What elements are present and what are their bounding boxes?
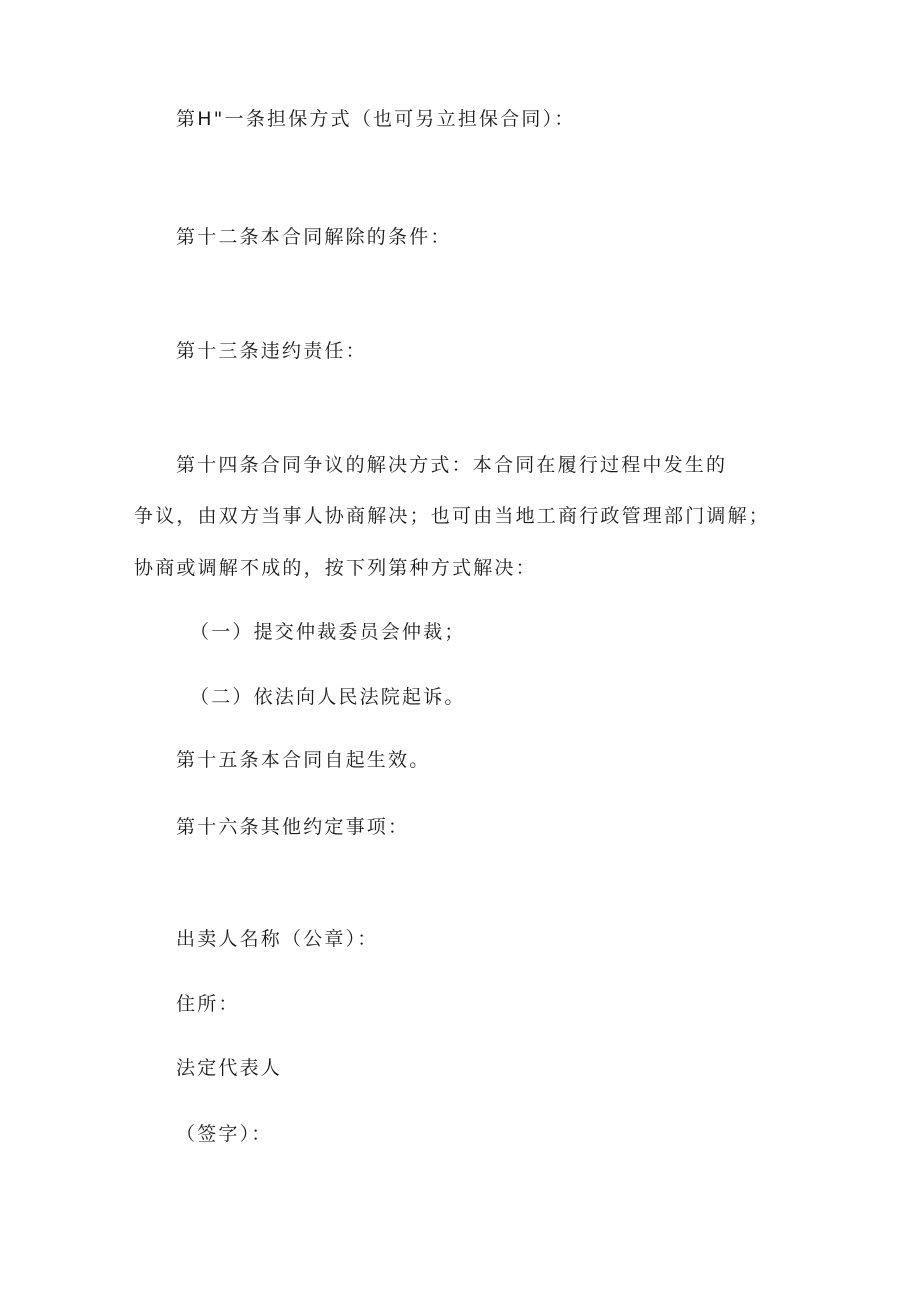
resolution-option-1: （一）提交仲裁委员会仲裁； xyxy=(190,621,466,643)
legal-representative-label: 法定代表人 xyxy=(176,1057,283,1079)
article-12-termination: 第十二条本合同解除的条件： xyxy=(176,226,452,248)
article-16-other-terms: 第十六条其他约定事项： xyxy=(176,816,410,838)
resolution-option-2: （二）依法向人民法院起诉。 xyxy=(190,686,466,708)
article-15-effective: 第十五条本合同自起生效。 xyxy=(176,749,431,771)
article-13-liability: 第十三条违约责任： xyxy=(176,340,367,362)
article-14-line-3: 协商或调解不成的，按下列第种方式解决： xyxy=(134,557,537,579)
article-14-line-1: 第十四条合同争议的解决方式：本合同在履行过程中发生的 xyxy=(176,454,728,476)
seller-name-label: 出卖人名称（公章）： xyxy=(176,928,379,950)
signature-label: （签字）： xyxy=(176,1123,273,1145)
article-14-line-2: 争议，由双方当事人协商解决；也可由当地工商行政管理部门调解； xyxy=(134,505,771,527)
article-11-guarantee: 第H"一条担保方式（也可另立担保合同）： xyxy=(176,108,576,130)
address-label: 住所： xyxy=(176,993,240,1015)
